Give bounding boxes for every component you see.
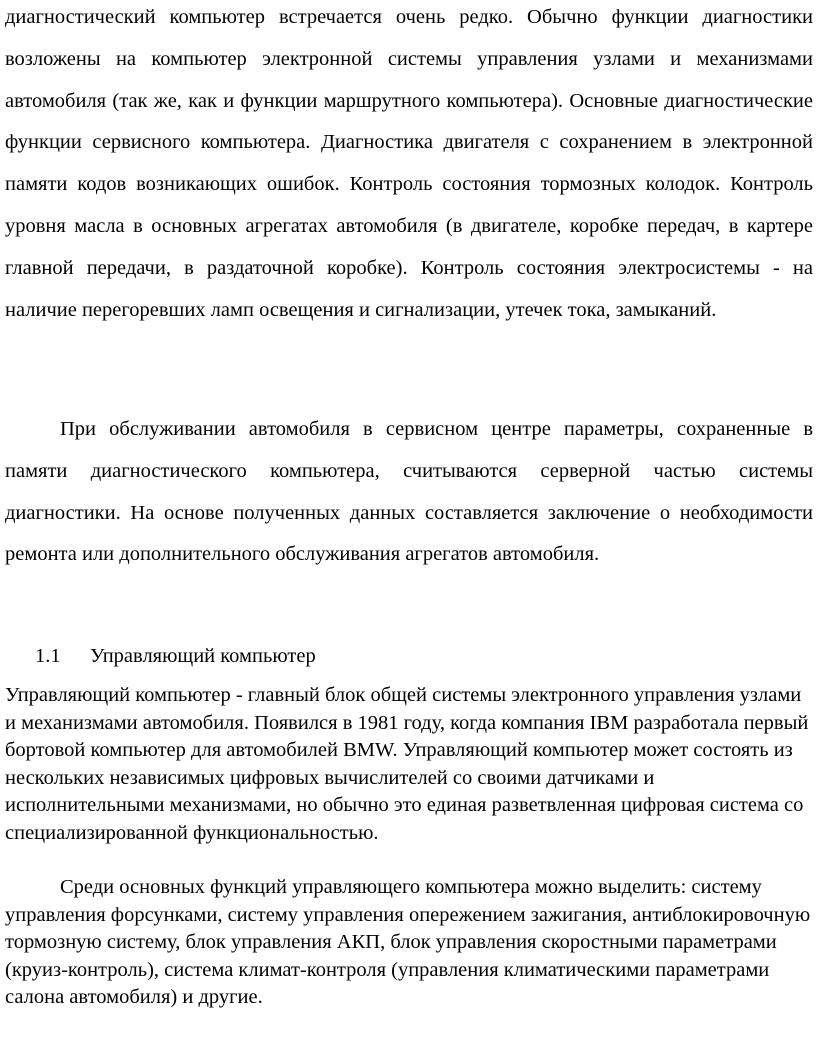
paragraph-control-computer: Управляющий компьютер - главный блок общей системы электронного управления узлами и механизмами автомобиля. Появился в 1981 году, когда компания IBM разработала первый бортовой компьютер для автомобилей BMW. Управляющий компьютер может состоять из нескольких независимых цифровых вычислителей со своими датчиками и исполнительными механизмами, но обычно это единая разветвленная цифровая система со специализированной функциональностью.	[5, 684, 809, 844]
section-title: Управляющий компьютер	[90, 645, 316, 667]
section-heading	[35, 642, 316, 670]
paragraph-diagnostics: диагностический компьютер встречается очень редко. Обычно функции диагностики возложены на компьютер электронной системы управления узлами и механизмами автомобиля (так же, как и функции маршрутного компьютера). Основные диагностические функции сервисного компьютера. Диагностика двигателя с сохранением в электронной памяти кодов возникающих ошибок. Контроль состояния тормозных колодок. Контроль уровня масла в основных агрегатах автомобиля (в двигателе, коробке передач, в картере главной передачи, в раздаточной коробке). Контроль состояния электросистемы - на наличие перегоревших ламп освещения и сигнализации, утечек тока, замыканий.	[5, 6, 813, 321]
section-number: 1.1	[35, 645, 61, 667]
paragraph-control-functions: Среди основных функций управляющего компьютера можно выделить: систему управления форсунками, систему управления опережением зажигания, антиблокировочную тормозную систему, блок управления АКП, блок управления скоростными параметрами (круиз-контроль), система климат-контроля (управления климатическими параметрами салона автомобиля) и другие.	[5, 876, 811, 1008]
paragraph-service-center: При обслуживании автомобиля в сервисном центре параметры, сохраненные в памяти диагностического компьютера, считываются серверной частью системы диагностики. На основе полученных данных составляется заключение о необходимости ремонта или дополнительного обслуживания агрегатов автомобиля.	[5, 418, 813, 566]
